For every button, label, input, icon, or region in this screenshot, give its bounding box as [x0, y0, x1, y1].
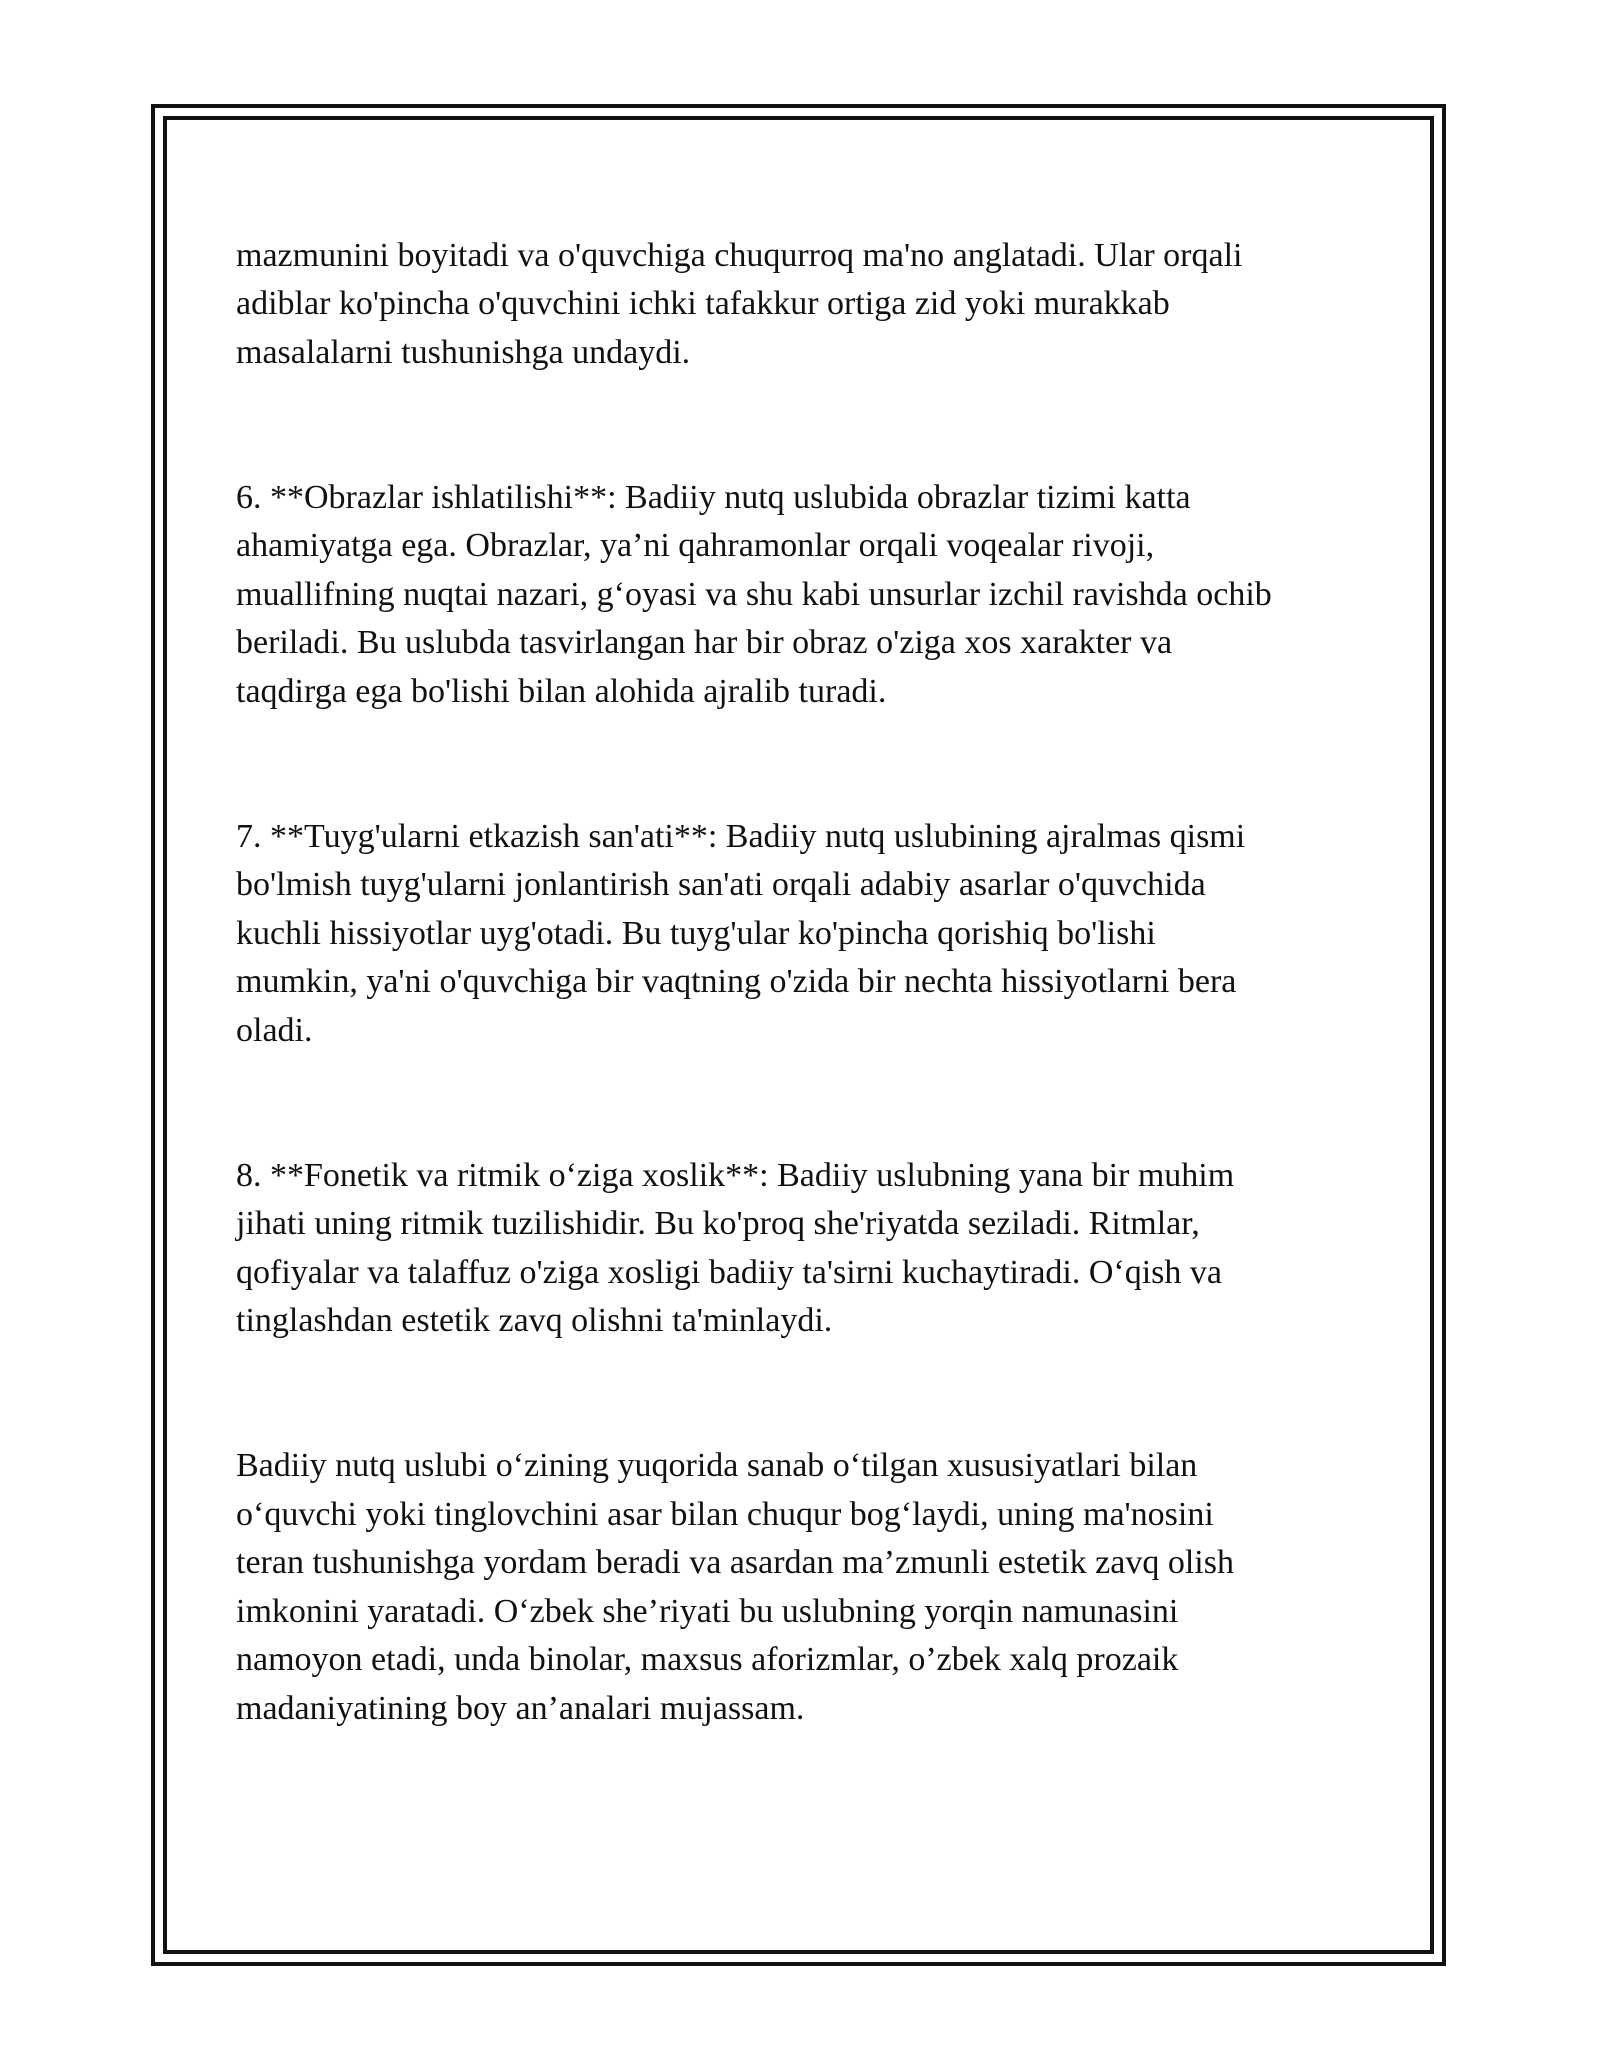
document-body	[236, 183, 1366, 1830]
paragraph-obrazlar: 6. **Obrazlar ishlatilishi**: Badiiy nutq uslubida obrazlar tizimi katta ahamiyatga ega. Obrazlar, ya’ni qahramonlar orqali voqealar rivoji, muallifning nuqtai nazari, g‘oyasi va shu kabi unsurlar izchil ravishda ochib beriladi. Bu uslubda tasvirlangan har bir obraz o'ziga xos xarakter va taqdirga ega bo'lishi bilan alohida ajralib turadi.	[236, 478, 1272, 710]
paragraph-fonetik: 8. **Fonetik va ritmik o‘ziga xoslik**: Badiiy uslubning yana bir muhim jihati uning ritmik tuzilishidir. Bu ko'proq she'riyatda seziladi. Ritmlar, qofiyalar va talaffuz o'ziga xosligi badiiy ta'sirni kuchaytiradi. O‘qish va tinglashdan estetik zavq olishni ta'minlaydi.	[236, 1156, 1235, 1339]
paragraph-tuygular: 7. **Tuyg'ularni etkazish san'ati**: Badiiy nutq uslubining ajralmas qismi bo'lmish tuyg'ularni jonlantirish san'ati orqali adabiy asarlar o'quvchida kuchli hissiyotlar uyg'otadi. Bu tuyg'ular ko'pincha qorishiq bo'lishi mumkin, ya'ni o'quvchiga bir vaqtning o'zida bir nechta hissiyotlarni bera oladi.	[236, 817, 1246, 1049]
paragraph-conclusion: Badiiy nutq uslubi o‘zining yuqorida sanab o‘tilgan xususiyatlari bilan o‘quvchi yoki tinglovchini asar bilan chuqur bog‘laydi, uning ma'nosini teran tushunishga yordam beradi va asardan ma’zmunli estetik zavq olish imkonini yaratadi. O‘zbek she’riyati bu uslubning yorqin namunasini namoyon etadi, unda binolar, maxsus aforizmlar, o’zbek xalq prozaik madaniyatining boy an’analari mujassam.	[236, 1447, 1234, 1727]
paragraph-continuation: mazmunini boyitadi va o'quvchiga chuqurroq ma'no anglatadi. Ular orqali adiblar ko'pincha o'quvchini ichki tafakkur ortiga zid yoki murakkab masalalarni tushunishga undaydi.	[236, 236, 1243, 371]
